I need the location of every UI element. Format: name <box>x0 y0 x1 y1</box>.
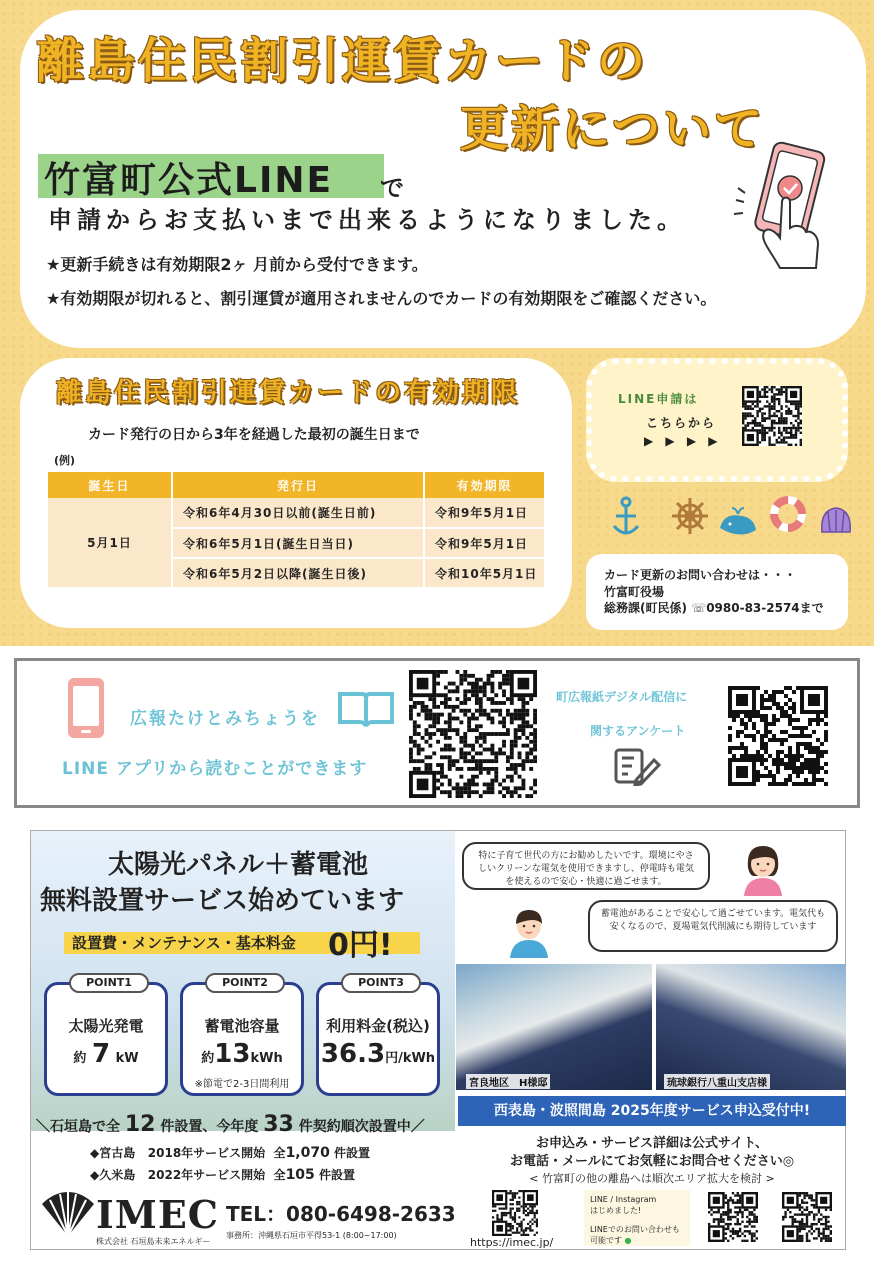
magazine-qr-code[interactable] <box>408 670 538 798</box>
expiry-cell: 令和10年5月1日 <box>424 558 545 588</box>
line-bubble-icon: ● <box>624 1236 632 1245</box>
point-value: 36.3円/kWh <box>320 1039 436 1069</box>
testimonial-bubble-2: 蓄電池があることで安心して過ごせています。電気代も安くなるので、夏場電気代削減にも期待しています <box>588 900 838 952</box>
book-icon <box>336 690 396 730</box>
note-expiry: ★有効期限が切れると、割引運賃が適用されませんのでカードの有効期限をご確認ください。 <box>46 289 717 308</box>
website-link[interactable]: https://imec.jp/ <box>470 1236 554 1249</box>
subtitle: 申請からお支払いまで出来るようになりました。 <box>48 206 686 234</box>
company-name: 株式会社 石垣島未来エネルギー <box>96 1237 211 1246</box>
sns-text2: はじめました! <box>590 1206 642 1215</box>
sns-text3: LINEでのお問い合わせも <box>590 1225 680 1234</box>
contact-text1: カード更新のお問い合わせは・・・ <box>604 568 797 582</box>
note-renewal: ★更新手続きは有効期限2ヶ 月前から受付できます。 <box>46 255 428 274</box>
smartphone-hand-icon <box>730 140 830 280</box>
apply-text3: < 竹富町の他の離島へは順次エリア拡大を検討 > <box>529 1172 775 1185</box>
company-address: 事務所：沖縄県石垣市平得53-1 (8:00~17:00) <box>226 1231 397 1240</box>
woman-avatar-icon <box>740 842 786 896</box>
installation-photo-1 <box>456 964 652 1090</box>
ad-headline2: 無料設置サービス始めています <box>40 886 405 916</box>
point-card-1 <box>44 976 168 1096</box>
service-banner: 西表島・波照間島 2025年度サービス申込受付中! <box>458 1096 846 1126</box>
marine-decoration <box>612 494 858 542</box>
line-apply-card <box>586 358 848 482</box>
table-row <box>48 498 545 528</box>
sns-text4: 可能です ● <box>590 1236 632 1245</box>
whale-icon <box>720 508 756 535</box>
point-title: 太陽光発電 <box>68 1017 144 1035</box>
survey-qr-code[interactable] <box>728 686 828 786</box>
shell-icon <box>822 508 850 532</box>
main-title-line1: 離島住民割引運賃カードの <box>36 33 649 89</box>
line-apply-arrows: ▶ ▶ ▶ ▶ <box>644 434 722 448</box>
installation-photo-2 <box>656 964 846 1090</box>
magazine-text1: 広報たけとみちょうを <box>130 709 320 729</box>
miyako-stats: ◆宮古島 2018年サービス開始 全1,070 件設置 <box>90 1145 371 1161</box>
contact-office: 竹富町役場 <box>604 585 665 599</box>
line-apply-text1: LINE申請は <box>618 392 699 406</box>
expiry-cell: 令和9年5月1日 <box>424 528 545 558</box>
point-value: 約 7 kW <box>73 1039 139 1069</box>
imec-shell-logo-icon <box>40 1190 96 1240</box>
line-highlight-text: 竹富町公式LINE <box>44 160 334 201</box>
point-label: POINT3 <box>341 973 421 993</box>
issue-cell: 令和6年4月30日以前(誕生日前) <box>172 498 424 528</box>
point-label: POINT1 <box>69 973 149 993</box>
company-logo-text: IMEC <box>96 1192 220 1237</box>
validity-table <box>48 472 546 589</box>
issue-cell: 令和6年5月2日以降(誕生日後) <box>172 558 424 588</box>
lifebuoy-icon <box>774 500 802 528</box>
point-title: 利用料金(税込) <box>326 1017 430 1035</box>
photo-caption-1: 宮良地区 H様邸 <box>466 1074 550 1089</box>
header-issue-date: 発行日 <box>172 472 424 498</box>
survey-text2: 関するアンケート <box>590 724 686 738</box>
header-expiry: 有効期限 <box>424 472 545 498</box>
ishigaki-stats: ＼石垣島で全 12 件設置、今年度 33 件契約順次設置中／ <box>36 1112 425 1137</box>
point-title: 蓄電池容量 <box>204 1017 280 1035</box>
photo-caption-2: 琉球銀行八重山支店様 <box>664 1074 770 1089</box>
point-card-3 <box>316 976 440 1096</box>
line-apply-qr-code[interactable] <box>742 386 802 446</box>
apply-text1: お申込み・サービス詳細は公式サイト、 <box>536 1136 768 1151</box>
birthday-cell: 5月1日 <box>48 498 172 588</box>
website-qr-code[interactable] <box>492 1190 538 1236</box>
line-apply-text2: こちらから <box>646 416 717 430</box>
magazine-text2: LINE アプリから読むことができます <box>62 759 368 779</box>
example-label: (例) <box>54 454 76 467</box>
ad-headline1: 太陽光パネル＋蓄電池 <box>108 850 369 880</box>
header-birthday: 誕生日 <box>48 472 172 498</box>
point-note: ※節電で2-3日間利用 <box>194 1079 290 1090</box>
point-card-2 <box>180 976 304 1096</box>
instagram-qr-code[interactable] <box>708 1192 758 1242</box>
main-title-line2: 更新について <box>460 101 766 157</box>
ship-wheel-icon <box>672 498 708 534</box>
validity-title: 離島住民割引運賃カードの有効期限 <box>56 378 521 408</box>
validity-description: カード発行の日から3年を経過した最初の誕生日まで <box>88 427 420 443</box>
sns-info-box <box>584 1190 690 1246</box>
kume-stats: ◆久米島 2022年サービス開始 全105 件設置 <box>90 1167 355 1183</box>
apply-text2: お電話・メールにてお気軽にお問合せください◎ <box>509 1154 795 1169</box>
anchor-icon <box>614 498 638 534</box>
fee-value: 0円! <box>328 928 393 963</box>
contact-dept <box>604 599 824 616</box>
fee-text: 設置費・メンテナンス・基本料金 <box>72 934 296 952</box>
issue-cell: 令和6年5月1日(誕生日当日) <box>172 528 424 558</box>
testimonial-bubble-1: 特に子育て世代の方にお勧めしたいです。環境にやさしいクリーンな電気を使用できますし、停電時も電気を使えるので安心・快適に過ごせます。 <box>462 842 710 890</box>
smartphone-icon <box>66 676 106 740</box>
expiry-cell: 令和9年5月1日 <box>424 498 545 528</box>
line-qr-code[interactable] <box>782 1192 832 1242</box>
company-tel[interactable]: TEL：080-6498-2633 <box>226 1202 456 1226</box>
survey-pencil-icon <box>612 746 662 786</box>
line-suffix: で <box>380 174 404 202</box>
phone-icon: ☏ <box>691 601 707 615</box>
sns-text1: LINE / Instagram <box>590 1195 657 1204</box>
contact-phone[interactable]: 0980-83-2574まで <box>706 601 824 615</box>
survey-text1: 町広報紙デジタル配信に <box>556 690 688 704</box>
man-avatar-icon <box>506 904 552 958</box>
point-value: 約13kWh <box>201 1039 283 1069</box>
contact-dept-name: 総務課(町民係) <box>604 601 687 615</box>
point-label: POINT2 <box>205 973 285 993</box>
